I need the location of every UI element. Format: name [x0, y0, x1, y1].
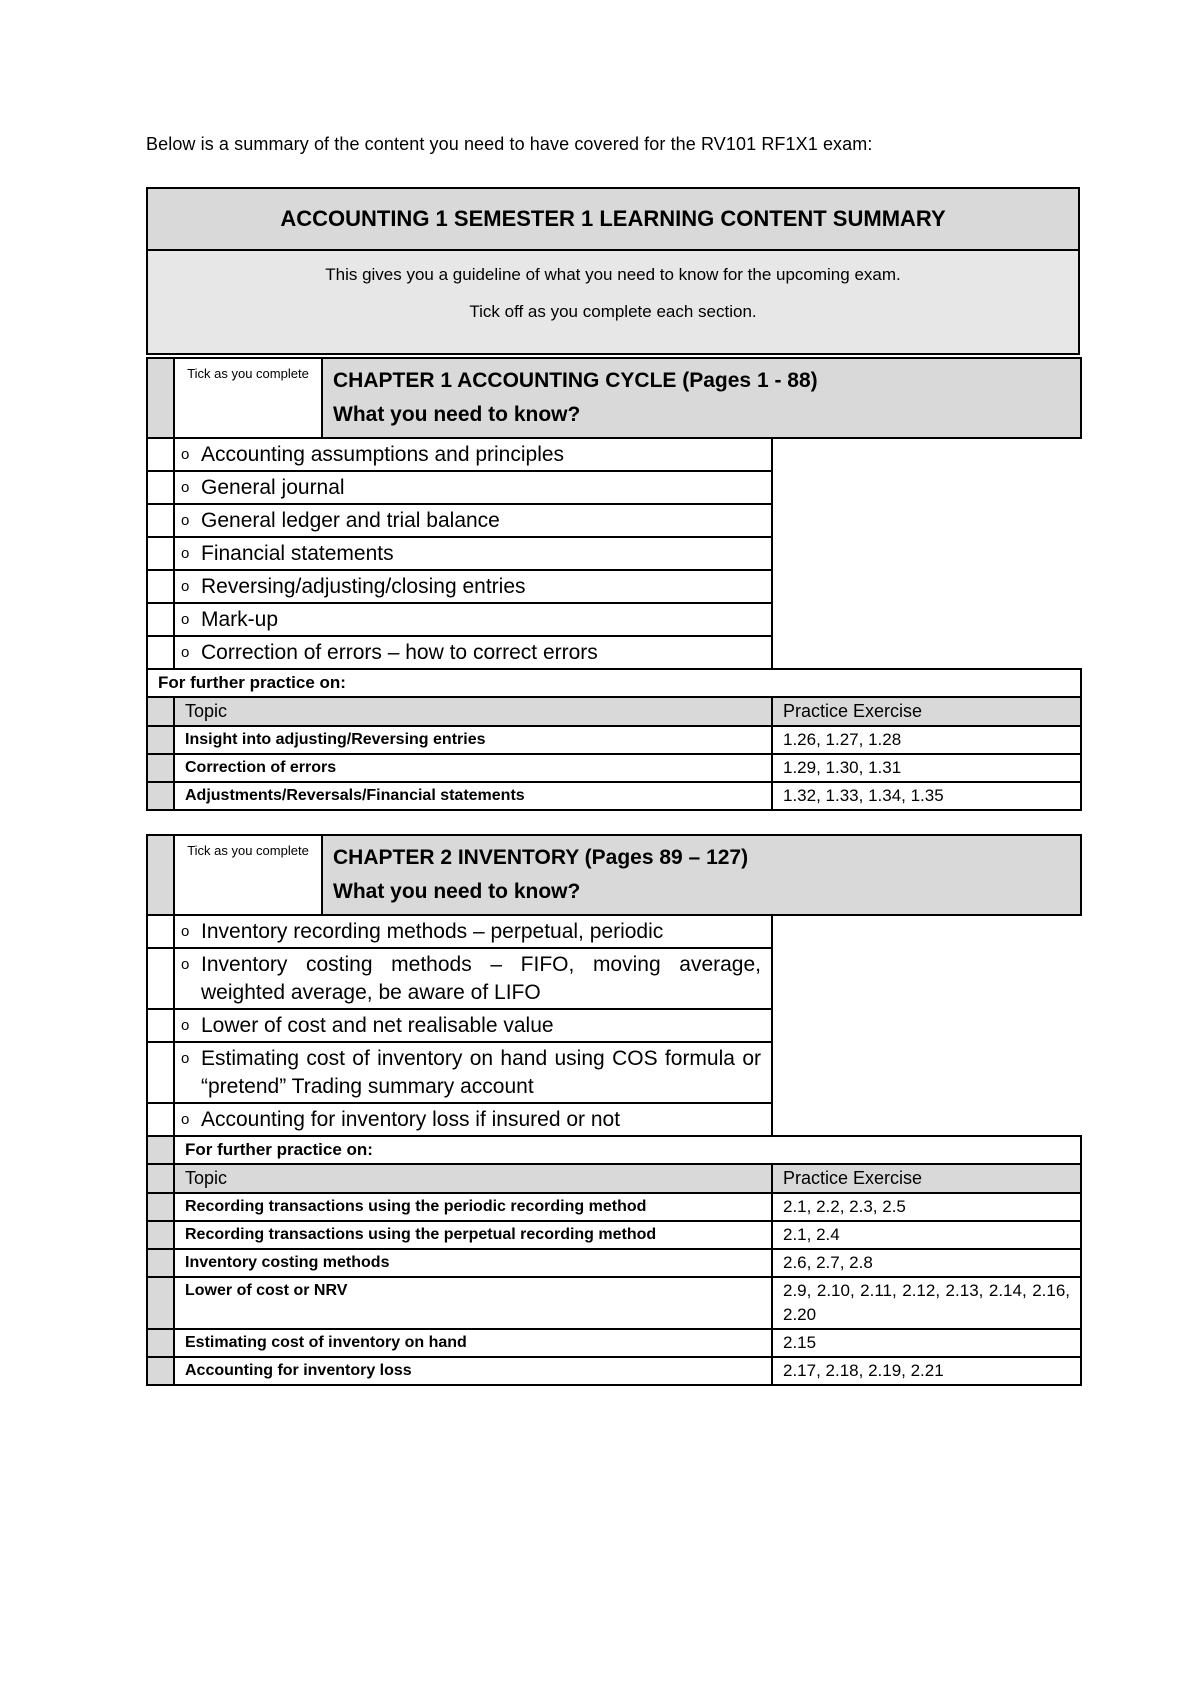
checklist-item: [174, 504, 772, 537]
checklist-item: [174, 1042, 772, 1103]
chapter1-title: CHAPTER 1 ACCOUNTING CYCLE (Pages 1 - 88): [333, 369, 818, 392]
checklist-item-text: Inventory costing methods – FIFO, moving average, weighted average, be aware of LIFO: [201, 953, 761, 1004]
chapter2-topic-header: Topic: [174, 1164, 772, 1193]
side-strip-cell: [147, 1329, 174, 1357]
practice-row: [147, 1193, 1081, 1221]
tick-box[interactable]: [147, 504, 174, 537]
chapter2-side-strip: [147, 835, 174, 915]
chapter2-further-practice: For further practice on:: [174, 1136, 1081, 1164]
bullet-icon: o: [181, 578, 190, 595]
chapter1-heading: [322, 358, 1081, 438]
checklist-row: [147, 915, 1081, 948]
intro-text: Below is a summary of the content you need to have covered for the RV101 RF1X1 exam:: [146, 134, 873, 154]
side-strip-cell: [147, 782, 174, 810]
tick-box[interactable]: [147, 537, 174, 570]
practice-topic: Insight into adjusting/Reversing entries: [174, 726, 772, 754]
checklist-item: [174, 438, 772, 471]
practice-row: [147, 782, 1081, 810]
practice-topic: Adjustments/Reversals/Financial statements: [174, 782, 772, 810]
tick-box[interactable]: [147, 438, 174, 471]
summary-guideline-cell: [147, 250, 1079, 354]
practice-exercise: 1.29, 1.30, 1.31: [772, 754, 1081, 782]
practice-topic: Lower of cost or NRV: [174, 1277, 772, 1329]
checklist-item-text: Estimating cost of inventory on hand using COS formula or “pretend” Trading summary account: [201, 1047, 761, 1098]
checklist-row: [147, 537, 1081, 570]
bullet-icon: o: [181, 611, 190, 628]
checklist-item: [174, 537, 772, 570]
bullet-icon: o: [181, 1017, 190, 1034]
chapter2-side-strip-cell: [147, 1136, 174, 1164]
checklist-item-text: Inventory recording methods – perpetual, periodic: [201, 920, 664, 943]
checklist-row: [147, 948, 1081, 1009]
chapter2-subtitle: What you need to know?: [333, 880, 581, 903]
checklist-item-text: General journal: [201, 476, 345, 499]
chapter2-side-strip-cell: [147, 1164, 174, 1193]
chapter1-table: [146, 357, 1082, 811]
checklist-item: [174, 915, 772, 948]
checklist-row: [147, 438, 1081, 471]
checklist-item-text: Correction of errors – how to correct errors: [201, 641, 598, 664]
chapter1-side-strip: [147, 358, 174, 438]
bullet-icon: o: [181, 446, 190, 463]
checklist-row: [147, 1009, 1081, 1042]
chapter1-further-practice: For further practice on:: [147, 669, 1081, 697]
checklist-row: [147, 1103, 1081, 1136]
bullet-icon: o: [181, 545, 190, 562]
guideline-text: This gives you a guideline of what you need to know for the upcoming exam.: [325, 265, 901, 284]
tick-box[interactable]: [147, 915, 174, 948]
chapter1-subtitle: What you need to know?: [333, 403, 581, 426]
chapter2-heading: [322, 835, 1081, 915]
checklist-item: [174, 1103, 772, 1136]
checklist-item: [174, 603, 772, 636]
chapter1-exercise-header: Practice Exercise: [772, 697, 1081, 726]
tick-label: Tick as you complete: [174, 358, 322, 438]
tick-box[interactable]: [147, 636, 174, 669]
chapter1-side-strip-cell: [147, 697, 174, 726]
practice-row: [147, 1277, 1081, 1329]
side-strip-cell: [147, 1357, 174, 1385]
checklist-item-text: Accounting for inventory loss if insured or not: [201, 1108, 621, 1131]
checklist-item-text: Lower of cost and net realisable value: [201, 1014, 554, 1037]
bullet-icon: o: [181, 644, 190, 661]
checklist-row: [147, 504, 1081, 537]
checklist-item-text: General ledger and trial balance: [201, 509, 500, 532]
tick-box[interactable]: [147, 603, 174, 636]
chapter2-table: [146, 834, 1082, 1386]
tick-box[interactable]: [147, 570, 174, 603]
checklist-item: [174, 471, 772, 504]
side-strip-cell: [147, 1193, 174, 1221]
practice-topic: Recording transactions using the periodic recording method: [174, 1193, 772, 1221]
practice-row: [147, 1221, 1081, 1249]
bullet-icon: o: [181, 923, 190, 940]
side-strip-cell: [147, 726, 174, 754]
checklist-item: [174, 636, 772, 669]
tick-box[interactable]: [147, 1009, 174, 1042]
practice-row: [147, 1329, 1081, 1357]
tick-box[interactable]: [147, 1042, 174, 1103]
practice-exercise: 2.9, 2.10, 2.11, 2.12, 2.13, 2.14, 2.16, 2.20: [772, 1277, 1081, 1329]
checklist-item-text: Financial statements: [201, 542, 394, 565]
practice-topic: Estimating cost of inventory on hand: [174, 1329, 772, 1357]
checklist-item-text: Reversing/adjusting/closing entries: [201, 575, 526, 598]
side-strip-cell: [147, 1221, 174, 1249]
practice-row: [147, 726, 1081, 754]
practice-topic: Inventory costing methods: [174, 1249, 772, 1277]
bullet-icon: o: [181, 512, 190, 529]
bullet-icon: o: [181, 1050, 190, 1067]
checklist-row: [147, 1042, 1081, 1103]
practice-exercise: 2.17, 2.18, 2.19, 2.21: [772, 1357, 1081, 1385]
chapter2-title: CHAPTER 2 INVENTORY (Pages 89 – 127): [333, 846, 749, 869]
tick-box[interactable]: [147, 948, 174, 1009]
summary-title: ACCOUNTING 1 SEMESTER 1 LEARNING CONTENT SUMMARY: [147, 188, 1079, 250]
practice-exercise: 2.15: [772, 1329, 1081, 1357]
checklist-item: [174, 948, 772, 1009]
checklist-item-text: Mark-up: [201, 608, 279, 631]
checklist-row: [147, 636, 1081, 669]
bullet-icon: o: [181, 479, 190, 496]
checklist-item-text: Accounting assumptions and principles: [201, 443, 565, 466]
practice-exercise: 1.32, 1.33, 1.34, 1.35: [772, 782, 1081, 810]
practice-exercise: 1.26, 1.27, 1.28: [772, 726, 1081, 754]
practice-exercise: 2.1, 2.4: [772, 1221, 1081, 1249]
practice-exercise: 2.1, 2.2, 2.3, 2.5: [772, 1193, 1081, 1221]
practice-exercise: 2.6, 2.7, 2.8: [772, 1249, 1081, 1277]
tick-box[interactable]: [147, 471, 174, 504]
side-strip-cell: [147, 1249, 174, 1277]
practice-topic: Recording transactions using the perpetual recording method: [174, 1221, 772, 1249]
checklist-item: [174, 570, 772, 603]
side-strip-cell: [147, 1277, 174, 1329]
practice-topic: Correction of errors: [174, 754, 772, 782]
checklist-item: [174, 1009, 772, 1042]
checklist-row: [147, 570, 1081, 603]
practice-row: [147, 754, 1081, 782]
practice-row: [147, 1249, 1081, 1277]
chapter2-exercise-header: Practice Exercise: [772, 1164, 1081, 1193]
practice-row: [147, 1357, 1081, 1385]
instruction-text: Tick off as you complete each section.: [469, 302, 757, 321]
checklist-row: [147, 471, 1081, 504]
side-strip-cell: [147, 754, 174, 782]
checklist-row: [147, 603, 1081, 636]
practice-topic: Accounting for inventory loss: [174, 1357, 772, 1385]
tick-box[interactable]: [147, 1103, 174, 1136]
chapter1-topic-header: Topic: [174, 697, 772, 726]
bullet-icon: o: [181, 1111, 190, 1128]
summary-header-table: [146, 187, 1080, 355]
tick-label: Tick as you complete: [174, 835, 322, 915]
bullet-icon: o: [181, 956, 190, 973]
